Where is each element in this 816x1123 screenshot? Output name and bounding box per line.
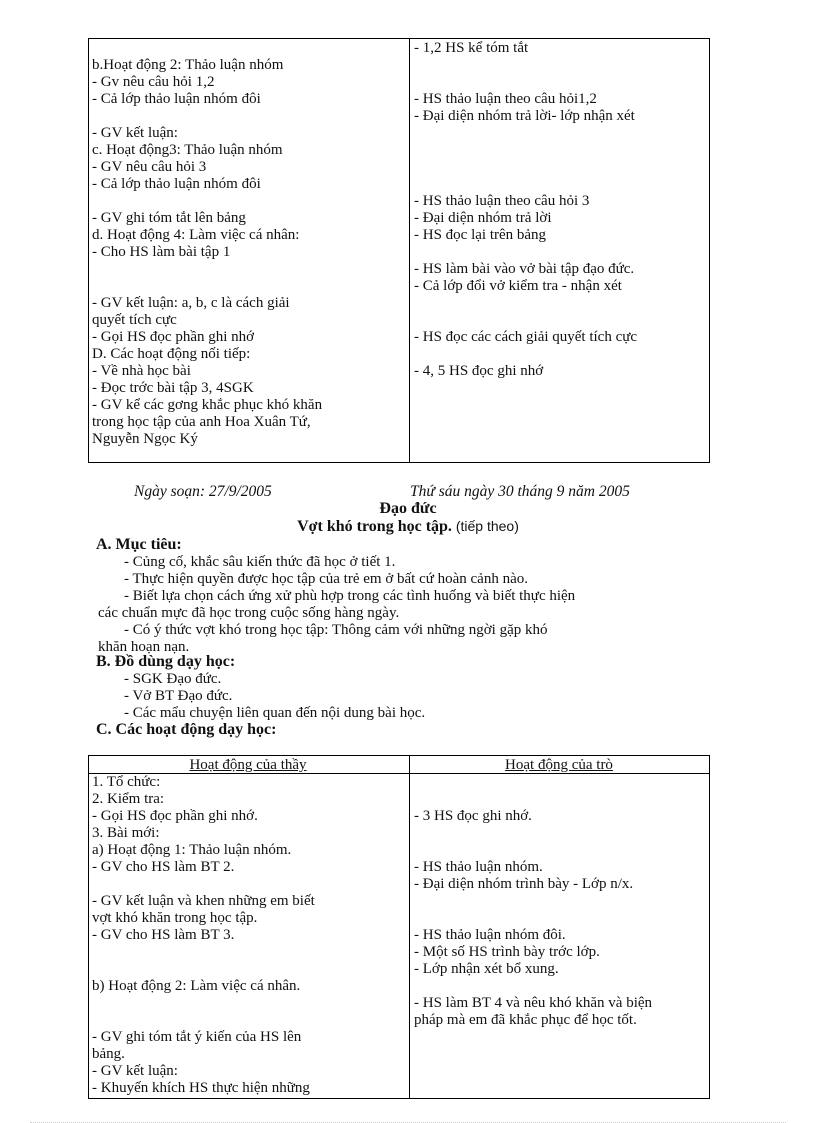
table1-right-line: - Cả lớp đổi vở kiểm tra - nhận xét (414, 278, 622, 294)
table1-left-line: - GV ghi tóm tắt lên bảng (92, 210, 246, 226)
table1-right-line: - HS thảo luận theo câu hỏi 3 (414, 193, 590, 209)
table1-left-line: b.Hoạt động 2: Thảo luận nhóm (92, 57, 284, 73)
table1-left-line: - Cho HS làm bài tập 1 (92, 244, 231, 260)
table1-right-line: - HS đọc các cách giải quyết tích cực (414, 329, 638, 345)
teacher-column-header: Hoạt động của thầy (189, 757, 307, 773)
table2-right-line: - Một số HS trình bày trớc lớp. (414, 944, 600, 960)
table1-left-line: - Gv nêu câu hỏi 1,2 (92, 74, 215, 90)
objective-line: khăn hoạn nạn. (98, 639, 190, 655)
table1-left-line: - GV kết luận: a, b, c là cách giải (92, 295, 290, 311)
section-c-title: C. Các hoạt động dạy học: (96, 721, 277, 738)
table1-left-line: D. Các hoạt động nối tiếp: (92, 346, 251, 362)
table2-left-line: - GV kết luận và khen những em biết (92, 893, 315, 909)
table2-left-line: a) Hoạt động 1: Thảo luận nhóm. (92, 842, 292, 858)
objective-line: - Thực hiện quyền được học tập của trẻ em ở bất cứ hoàn cảnh nào. (124, 571, 528, 587)
table2-left-line: 2. Kiểm tra: (92, 791, 165, 807)
objective-line: - Củng cố, khắc sâu kiến thức đã học ở tiết 1. (124, 554, 396, 570)
table2-right-line: - 3 HS đọc ghi nhớ. (414, 808, 532, 824)
table2-right-line: pháp mà em đã khắc phục để học tốt. (414, 1012, 637, 1028)
materials-line: - SGK Đạo đức. (124, 671, 222, 687)
objective-line: - Biết lựa chọn cách ứng xử phù hợp trong các tình huống và biết thực hiện (124, 588, 576, 604)
table2-left-line: - GV kết luận: (92, 1063, 178, 1079)
table2-left-line: - GV cho HS làm BT 2. (92, 859, 235, 875)
table2-left-line: b) Hoạt động 2: Làm việc cá nhân. (92, 978, 301, 994)
student-column-header: Hoạt động của trò (505, 757, 613, 773)
table2-left-line: - Gọi HS đọc phần ghi nhớ. (92, 808, 258, 824)
table1-right-line: - Đại diện nhóm trả lời (414, 210, 552, 226)
table1-left-line: - Cả lớp thảo luận nhóm đôi (92, 176, 261, 192)
table1-left-line: quyết tích cực (92, 312, 177, 328)
materials-line: - Các mẩu chuyện liên quan đến nội dung bài học. (124, 705, 426, 721)
table1-right-line: - Đại diện nhóm trả lời- lớp nhận xét (414, 108, 635, 124)
table2-left-line: - Khuyến khích HS thực hiện những (92, 1080, 310, 1096)
table1-left-line: - GV kết luận: (92, 125, 178, 141)
lesson-title (0, 518, 816, 536)
table2-left-line: 1. Tổ chức: (92, 774, 161, 790)
table1-left-line: - Đọc trớc bài tập 3, 4SGK (92, 380, 254, 396)
table1-left-line: - Gọi HS đọc phần ghi nhớ (92, 329, 255, 345)
lesson-subject: Đạo đức (379, 500, 437, 517)
table1-right-line: - 1,2 HS kể tóm tắt (414, 40, 529, 56)
table2-left-line: vợt khó khăn trong học tập. (92, 910, 258, 926)
date-teach: Thứ sáu ngày 30 tháng 9 năm 2005 (410, 483, 630, 500)
table2-right-line: - HS thảo luận nhóm. (414, 859, 543, 875)
table1-right-line: - 4, 5 HS đọc ghi nhớ (414, 363, 544, 379)
table2-right-line: - HS làm BT 4 và nêu khó khăn và biện (414, 995, 653, 1011)
table1-right-line: - HS làm bài vào vở bài tập đạo đức. (414, 261, 635, 277)
table2-left-line: 3. Bài mới: (92, 825, 160, 841)
lesson-title-note: (tiếp theo) (451, 518, 519, 534)
table1-left-line: trong học tập của anh Hoa Xuân Tứ, (92, 414, 311, 430)
table1-left-line: c. Hoạt động3: Thảo luận nhóm (92, 142, 283, 158)
objective-line: - Có ý thức vợt khó trong học tập: Thông cảm với những ngời gặp khó (124, 622, 548, 638)
table1-left-line: - GV kể các gơng khắc phục khó khăn (92, 397, 323, 413)
table2-left-line: - GV ghi tóm tắt ý kiến của HS lên (92, 1029, 302, 1045)
column-divider (409, 756, 410, 1098)
table2-right-line: - HS thảo luận nhóm đôi. (414, 927, 566, 943)
table1-left-line: d. Hoạt động 4: Làm việc cá nhân: (92, 227, 300, 243)
table1-right-line: - HS thảo luận theo câu hỏi1,2 (414, 91, 597, 107)
table1-right-line: - HS đọc lại trên bảng (414, 227, 547, 243)
materials-line: - Vở BT Đạo đức. (124, 688, 233, 704)
table1-left-line: - Về nhà học bài (92, 363, 191, 379)
table1-left-line: Nguyễn Ngọc Ký (92, 431, 198, 447)
table2-left-line: bảng. (92, 1046, 125, 1062)
table2-right-line: - Đại diện nhóm trình bày - Lớp n/x. (414, 876, 634, 892)
table1-left-line: - Cả lớp thảo luận nhóm đôi (92, 91, 261, 107)
table2-right-line: - Lớp nhận xét bổ xung. (414, 961, 559, 977)
lesson-title-main: Vợt khó trong học tập. (297, 518, 452, 535)
section-a-title: A. Mục tiêu: (96, 536, 182, 553)
column-divider (409, 39, 410, 462)
objective-line: các chuẩn mực đã học trong cuộc sống hàng ngày. (98, 605, 400, 621)
table1-left-line: - GV nêu câu hỏi 3 (92, 159, 207, 175)
section-b-title: B. Đồ dùng dạy học: (96, 653, 236, 670)
date-prepared: Ngày soạn: 27/9/2005 (134, 483, 272, 500)
table2-left-line: - GV cho HS làm BT 3. (92, 927, 235, 943)
